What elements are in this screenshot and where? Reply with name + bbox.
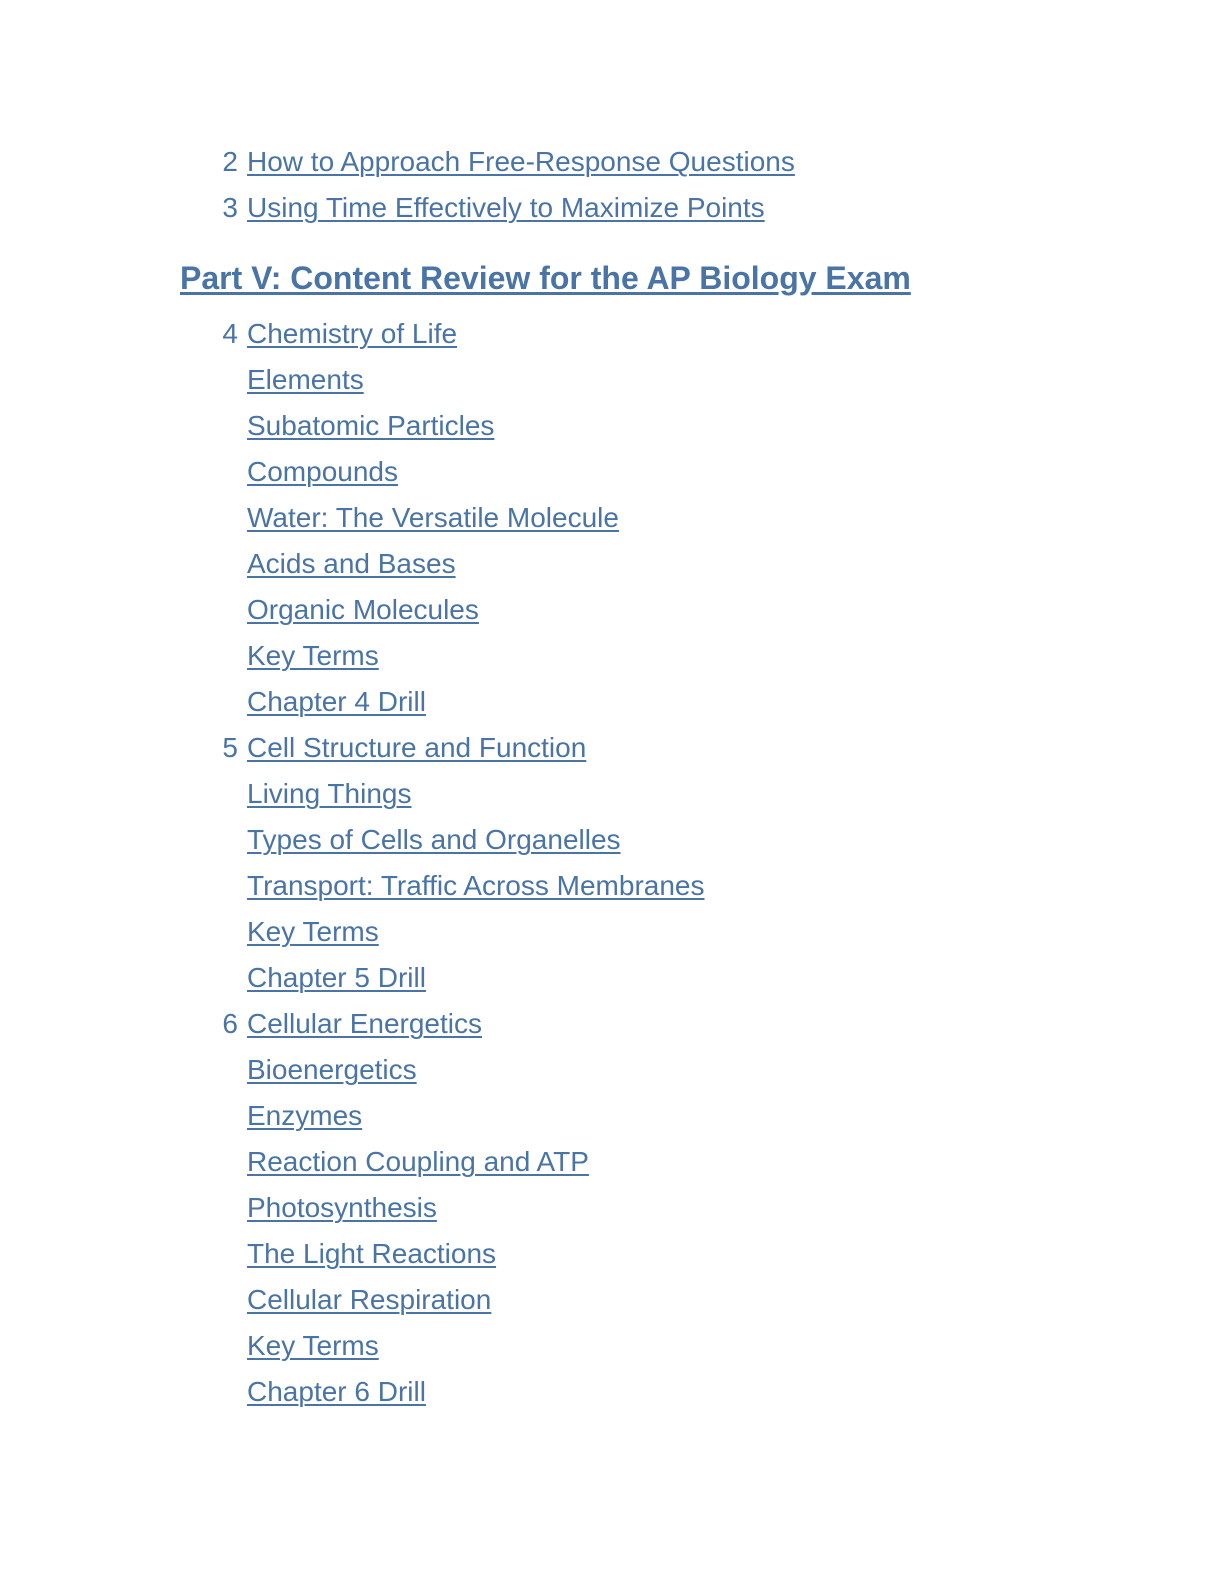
chapter-link[interactable]: Chemistry of Life — [247, 318, 458, 349]
section-link[interactable]: Photosynthesis — [247, 1192, 437, 1223]
section-link[interactable]: Chapter 5 Drill — [247, 962, 426, 993]
section-link[interactable]: Organic Molecules — [247, 594, 479, 625]
section-link[interactable]: Compounds — [247, 456, 398, 487]
chapter-link[interactable]: Cellular Energetics — [247, 1008, 482, 1039]
chapter-link[interactable]: Using Time Effectively to Maximize Points — [247, 192, 765, 223]
section-link[interactable]: Key Terms — [247, 1330, 379, 1361]
section-link[interactable]: Enzymes — [247, 1100, 363, 1131]
section-link[interactable]: Water: The Versatile Molecule — [247, 502, 619, 533]
chapter-number: 5 — [222, 732, 238, 763]
chapter-number: 3 — [222, 192, 238, 223]
section-link[interactable]: The Light Reactions — [247, 1238, 497, 1269]
section-link[interactable]: Subatomic Particles — [247, 410, 495, 441]
part-heading-link[interactable]: Part V: Content Review for the AP Biology Exam — [180, 260, 911, 296]
section-link[interactable]: Key Terms — [247, 640, 379, 671]
chapter-link[interactable]: How to Approach Free-Response Questions — [247, 146, 795, 177]
section-link[interactable]: Bioenergetics — [247, 1054, 417, 1085]
chapter-number: 4 — [222, 318, 238, 349]
section-link[interactable]: Acids and Bases — [247, 548, 456, 579]
section-link[interactable]: Reaction Coupling and ATP — [247, 1146, 589, 1177]
chapter-link[interactable]: Cell Structure and Function — [247, 732, 587, 763]
section-link[interactable]: Cellular Respiration — [247, 1284, 492, 1315]
section-link[interactable]: Chapter 4 Drill — [247, 686, 426, 717]
section-link[interactable]: Chapter 6 Drill — [247, 1376, 426, 1407]
section-link[interactable]: Transport: Traffic Across Membranes — [247, 870, 705, 901]
chapter-number: 2 — [222, 146, 238, 177]
chapter-number: 6 — [222, 1008, 238, 1039]
section-link[interactable]: Living Things — [247, 778, 412, 809]
section-link[interactable]: Elements — [247, 364, 364, 395]
section-link[interactable]: Key Terms — [247, 916, 379, 947]
section-link[interactable]: Types of Cells and Organelles — [247, 824, 621, 855]
